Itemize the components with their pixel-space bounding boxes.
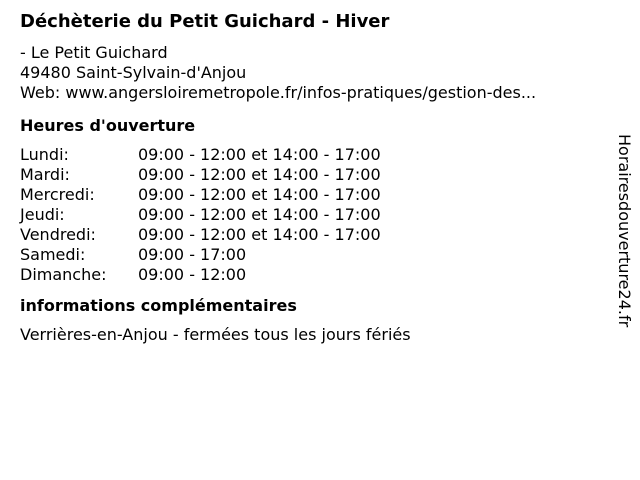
time-range: 09:00 - 12:00 et 14:00 - 17:00 [138, 205, 381, 224]
hours-row-vendredi [20, 225, 610, 245]
day-label: Lundi: [20, 145, 69, 164]
info-text: Verrières-en-Anjou - fermées tous les jours fériés [20, 325, 411, 344]
time-range: 09:00 - 12:00 et 14:00 - 17:00 [138, 145, 381, 164]
day-label: Dimanche: [20, 265, 107, 284]
hours-row-lundi [20, 145, 610, 165]
watermark-text: Horairesdouverture24.fr [615, 134, 634, 328]
hours-row-jeudi [20, 205, 610, 225]
day-label: Mardi: [20, 165, 70, 184]
website-link[interactable]: Web: www.angersloiremetropole.fr/infos-pratiques/gestion-des... [20, 83, 537, 102]
day-label: Samedi: [20, 245, 86, 264]
hours-row-samedi [20, 245, 610, 265]
time-range: 09:00 - 12:00 et 14:00 - 17:00 [138, 225, 381, 244]
info-heading: informations complémentaires [20, 296, 297, 315]
address-block [20, 43, 610, 103]
hours-heading: Heures d'ouverture [20, 116, 196, 135]
hours-row-mardi [20, 165, 610, 185]
place-title: Déchèterie du Petit Guichard - Hiver [20, 11, 390, 32]
time-range: 09:00 - 12:00 et 14:00 - 17:00 [138, 185, 381, 204]
opening-hours-card [20, 10, 610, 345]
time-range: 09:00 - 12:00 [138, 265, 247, 284]
site-watermark [614, 134, 634, 348]
time-range: 09:00 - 17:00 [138, 245, 247, 264]
address-city: 49480 Saint-Sylvain-d'Anjou [20, 63, 247, 82]
address-street: - Le Petit Guichard [20, 43, 168, 62]
day-label: Mercredi: [20, 185, 95, 204]
hours-row-dimanche [20, 265, 610, 285]
time-range: 09:00 - 12:00 et 14:00 - 17:00 [138, 165, 381, 184]
day-label: Jeudi: [20, 205, 65, 224]
hours-table [20, 145, 610, 285]
day-label: Vendredi: [20, 225, 96, 244]
hours-row-mercredi [20, 185, 610, 205]
